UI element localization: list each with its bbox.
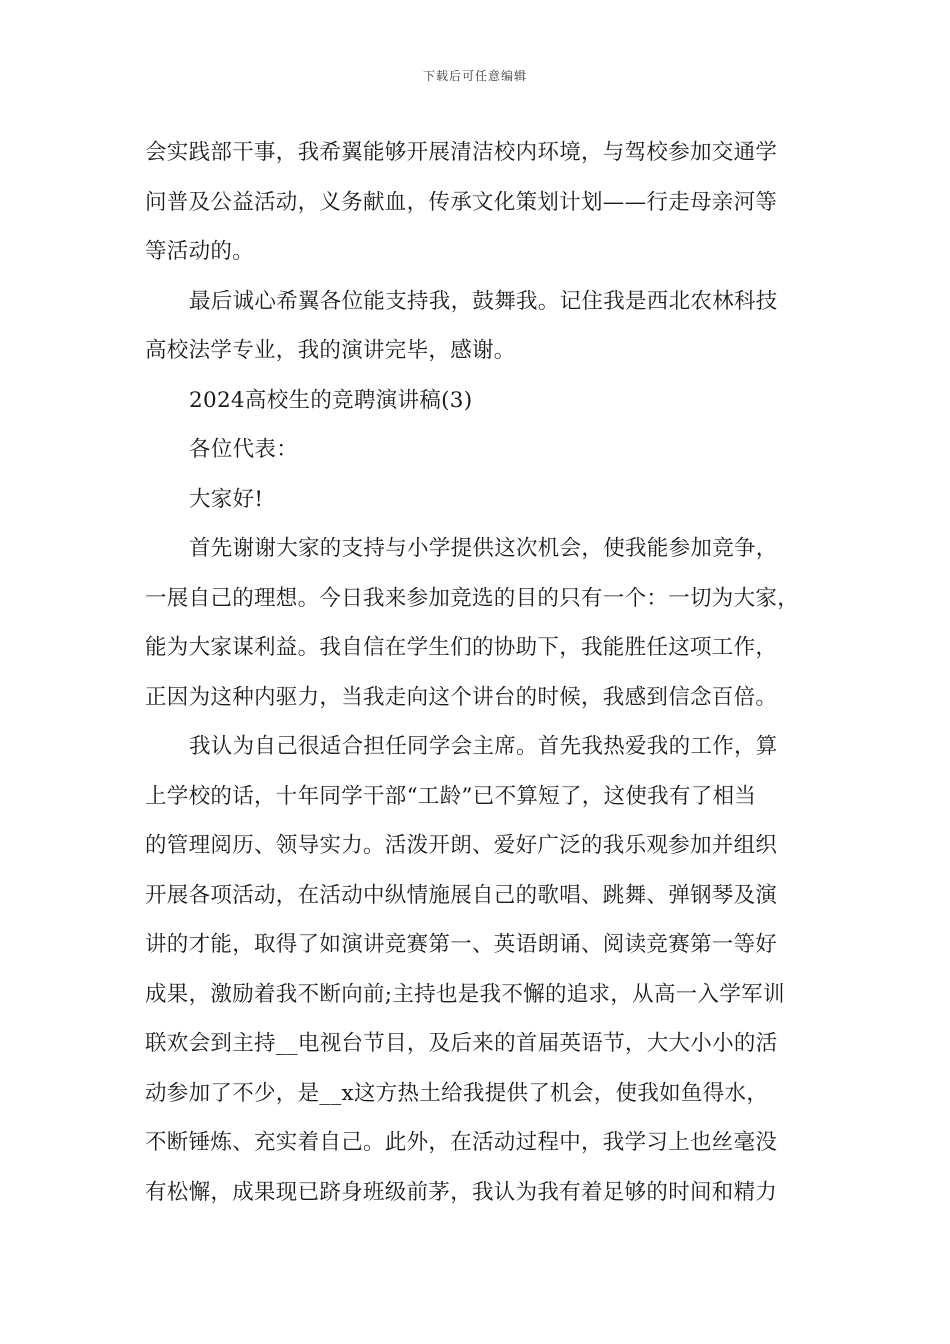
text-line: 会实践部干事，我希翼能够开展清洁校内环境，与驾校参加交通学 (145, 140, 778, 165)
text-line: 等活动的。 (145, 239, 255, 264)
text-line: 联欢会到主持__电视台节目，及后来的首届英语节，大大小小的活 (145, 1031, 778, 1056)
text-line: 开展各项活动，在活动中纵情施展自己的歌唱、跳舞、弹钢琴及演 (145, 882, 778, 908)
text-line: 不断锤炼、充实着自己。此外，在活动过程中，我学习上也丝毫没 (145, 1130, 778, 1155)
text-line: 一展自己的理想。今日我来参加竞选的目的只有一个：一切为大家， (145, 585, 800, 611)
text-line: 能为大家谋利益。我自信在学生们的协助下，我能胜任这项工作， (145, 635, 778, 660)
text-line: 我认为自己很适合担任同学会主席。首先我热爱我的工作，算 (189, 734, 778, 759)
text-line: 最后诚心希翼各位能支持我，鼓舞我。记住我是西北农林科技 (189, 288, 778, 314)
greeting: 大家好! (189, 486, 264, 512)
text-line: 的管理阅历、领导实力。活泼开朗、爱好广泛的我乐观参加并组织 (145, 833, 778, 858)
text-line: 正因为这种内驱力，当我走向这个讲台的时候，我感到信念百倍。 (145, 684, 778, 710)
text-line: 上学校的话，十年同学干部“工龄”已不算短了，这使我有了相当 (145, 783, 757, 809)
page-header: 下载后可任意编辑 (422, 69, 527, 83)
text-line: 讲的才能，取得了如演讲竞赛第一、英语朗诵、阅读竞赛第一等好 (145, 932, 778, 957)
text-line: 成果，激励着我不断向前;主持也是我不懈的追求，从高一入学军训 (145, 981, 785, 1007)
text-line: 有松懈，成果现已跻身班级前茅，我认为我有着足够的时间和精力 (145, 1179, 778, 1205)
text-line: 首先谢谢大家的支持与小学提供这次机会，使我能参加竞争， (189, 536, 778, 561)
text-line: 问普及公益活动，义务献血，传承文化策划计划——行走母亲河等 (145, 189, 778, 215)
document-body (145, 128, 810, 1217)
text-line: 高校法学专业，我的演讲完毕，感谢。 (145, 338, 516, 363)
text-line: 动参加了不少，是__x这方热土给我提供了机会，使我如鱼得水， (145, 1080, 769, 1106)
salutation: 各位代表： (189, 437, 299, 462)
section-title: 2024高校生的竞聘演讲稿(3) (189, 387, 473, 413)
